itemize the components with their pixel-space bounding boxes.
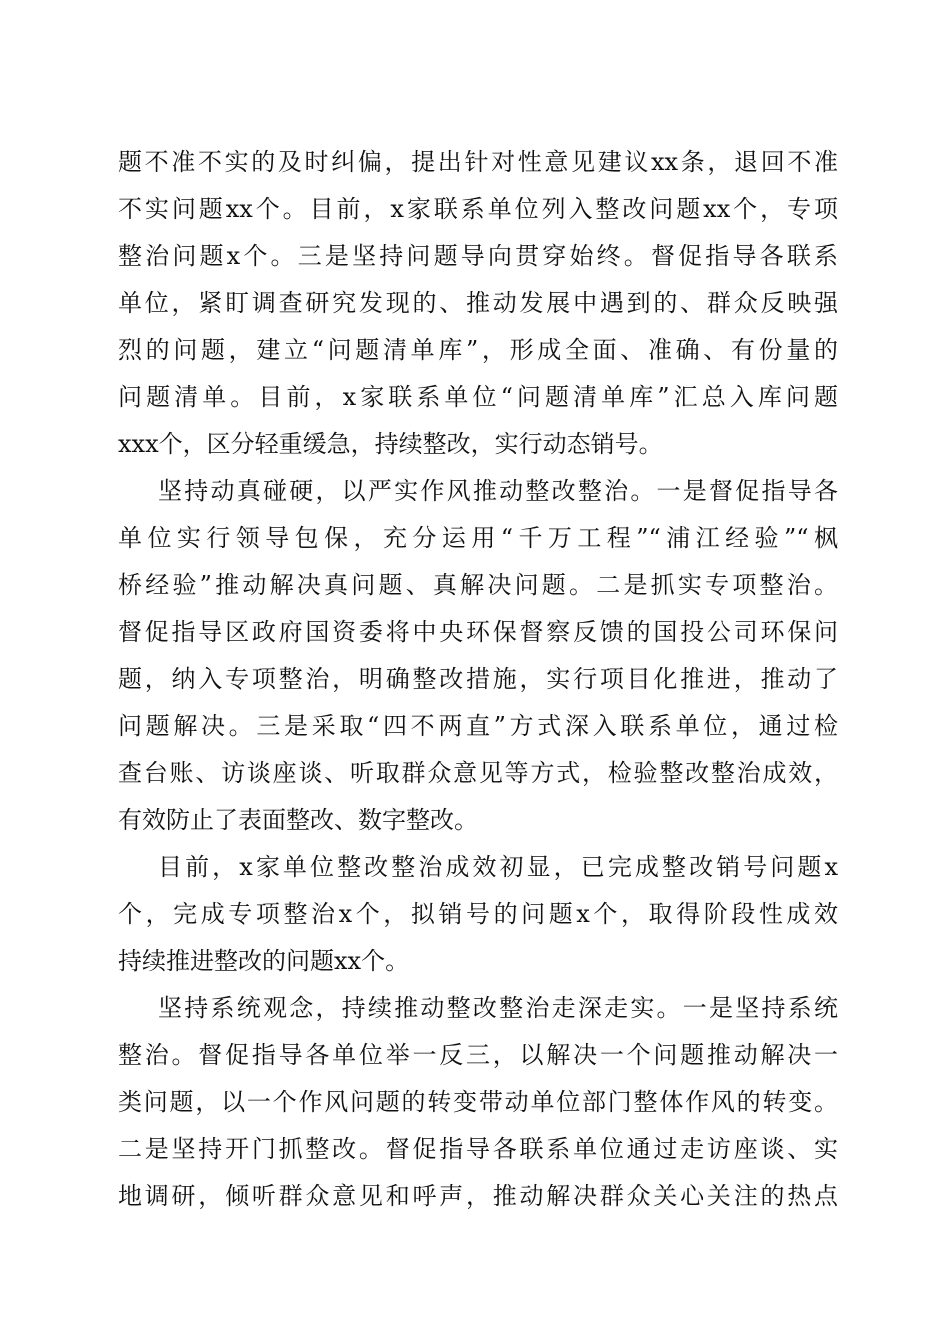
text-line: 个，完成专项整治x个，拟销号的问题x个，取得阶段性成效: [118, 900, 838, 928]
text-line: 烈的问题，建立“问题清单库”，形成全面、准确、有份量的: [118, 336, 838, 364]
text-line: 题，纳入专项整治，明确整改措施，实行项目化推进，推动了: [118, 665, 838, 693]
text-line: 督促指导区政府国资委将中央环保督察反馈的国投公司环保问: [118, 618, 838, 646]
text-line: 二是坚持开门抓整改。督促指导各联系单位通过走访座谈、实: [118, 1135, 838, 1163]
text-line: 题不准不实的及时纠偏，提出针对性意见建议xx条，退回不准: [118, 148, 838, 176]
text-line: 整治问题x个。三是坚持问题导向贯穿始终。督促指导各联系: [118, 242, 838, 270]
text-line: 单位，紧盯调查研究发现的、推动发展中遇到的、群众反映强: [118, 289, 838, 317]
text-line: 类问题，以一个作风问题的转变带动单位部门整体作风的转变。: [118, 1088, 838, 1116]
text-line: 问题解决。三是采取“四不两直”方式深入联系单位，通过检: [118, 712, 838, 740]
text-line: 单位实行领导包保，充分运用“千万工程”“浦江经验”“枫: [118, 524, 838, 552]
text-line: 整治。督促指导各单位举一反三，以解决一个问题推动解决一: [118, 1041, 838, 1069]
text-line: 查台账、访谈座谈、听取群众意见等方式，检验整改整治成效，: [118, 759, 838, 787]
paragraph-first-line: 坚持动真碰硬，以严实作风推动整改整治。一是督促指导各: [158, 477, 838, 505]
text-line: xxx个，区分轻重缓急，持续整改，实行动态销号。: [118, 430, 663, 458]
text-line: 不实问题xx个。目前，x家联系单位列入整改问题xx个，专项: [118, 195, 838, 223]
paragraph-first-line: 坚持系统观念，持续推动整改整治走深走实。一是坚持系统: [158, 994, 838, 1022]
paragraph-first-line: 目前，x家单位整改整治成效初显，已完成整改销号问题x: [158, 853, 838, 881]
text-line: 问题清单。目前，x家联系单位“问题清单库”汇总入库问题: [118, 383, 838, 411]
text-line: 持续推进整改的问题xx个。: [118, 947, 410, 975]
text-line: 地调研，倾听群众意见和呼声，推动解决群众关心关注的热点: [118, 1182, 838, 1210]
text-line: 有效防止了表面整改、数字整改。: [118, 806, 478, 834]
text-line: 桥经验”推动解决真问题、真解决问题。二是抓实专项整治。: [118, 571, 838, 599]
